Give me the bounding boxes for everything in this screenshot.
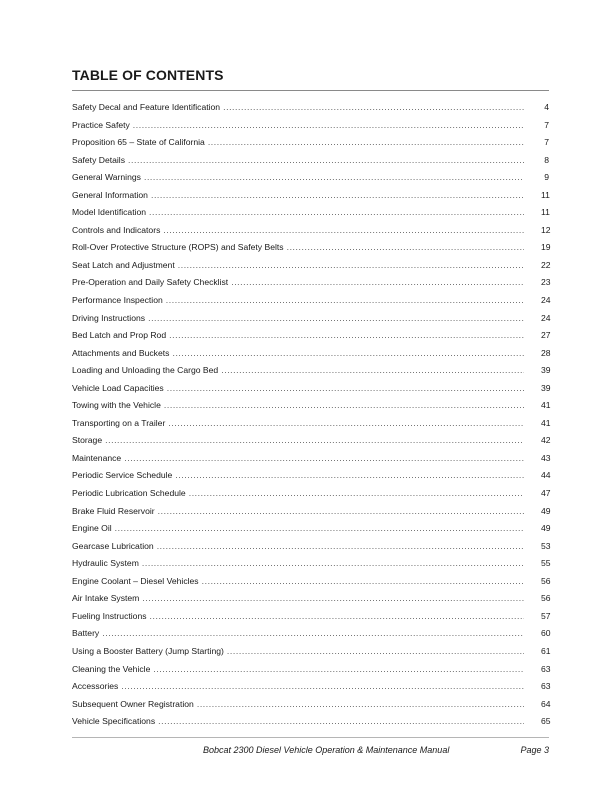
toc-entry[interactable]	[72, 661, 549, 679]
toc-entry-label: Air Intake System	[72, 593, 140, 604]
title-divider	[72, 90, 549, 91]
toc-entry-page: 24	[541, 295, 551, 306]
toc-entry[interactable]	[72, 362, 549, 380]
toc-entry-page: 24	[541, 312, 551, 323]
toc-entry-label: Hydraulic System	[72, 558, 139, 569]
toc-entry-page: 47	[541, 488, 551, 499]
dot-leader	[287, 239, 524, 257]
dot-leader	[175, 467, 524, 485]
dot-leader	[158, 713, 524, 731]
toc-entry[interactable]	[72, 678, 549, 696]
toc-entry[interactable]	[72, 380, 549, 398]
toc-entry-page: 63	[541, 663, 551, 674]
toc-entry[interactable]	[72, 310, 549, 328]
toc-entry-label: Seat Latch and Adjustment	[72, 259, 175, 270]
toc-entry-page: 7	[544, 137, 549, 148]
dot-leader	[142, 590, 524, 608]
footer-divider	[72, 737, 549, 738]
dot-leader	[133, 117, 524, 135]
toc-entry-page: 11	[541, 189, 550, 200]
page-title: TABLE OF CONTENTS	[72, 67, 224, 83]
toc-entry-page: 9	[544, 172, 549, 183]
toc-entry[interactable]	[72, 450, 549, 468]
toc-entry-label: Subsequent Owner Registration	[72, 698, 194, 709]
dot-leader	[158, 503, 524, 521]
toc-entry-label: Periodic Service Schedule	[72, 470, 173, 481]
dot-leader	[151, 187, 524, 205]
toc-entry[interactable]	[72, 99, 549, 117]
toc-entry-label: Vehicle Specifications	[72, 716, 156, 727]
toc-entry[interactable]	[72, 590, 549, 608]
toc-entry[interactable]	[72, 485, 549, 503]
toc-entry-label: Transporting on a Trailer	[72, 417, 166, 428]
dot-leader	[168, 415, 524, 433]
toc-entry-label: Maintenance	[72, 452, 122, 463]
dot-leader	[197, 696, 524, 714]
toc-entry-page: 42	[541, 435, 551, 446]
toc-entry[interactable]	[72, 169, 549, 187]
toc-entry[interactable]	[72, 696, 549, 714]
dot-leader	[172, 345, 524, 363]
toc-entry-label: Performance Inspection	[72, 295, 163, 306]
toc-list	[72, 99, 549, 731]
toc-entry-page: 49	[541, 523, 551, 534]
toc-entry[interactable]	[72, 573, 549, 591]
toc-entry-label: Storage	[72, 435, 103, 446]
toc-entry[interactable]	[72, 327, 549, 345]
dot-leader	[221, 362, 524, 380]
toc-entry-label: Practice Safety	[72, 119, 130, 130]
toc-entry-label: Fueling Instructions	[72, 610, 147, 621]
toc-entry-page: 12	[541, 224, 551, 235]
dot-leader	[142, 555, 524, 573]
toc-entry-page: 41	[541, 417, 551, 428]
toc-entry-label: Safety Decal and Feature Identification	[72, 102, 221, 112]
toc-entry[interactable]	[72, 415, 549, 433]
toc-entry-page: 57	[541, 610, 551, 621]
dot-leader	[149, 204, 524, 222]
toc-entry[interactable]	[72, 625, 549, 643]
toc-entry-page: 19	[541, 242, 551, 253]
toc-entry[interactable]	[72, 555, 549, 573]
dot-leader	[157, 538, 524, 556]
toc-entry[interactable]	[72, 204, 549, 222]
dot-leader	[115, 520, 524, 538]
toc-entry-page: 65	[541, 716, 551, 727]
toc-entry[interactable]	[72, 397, 549, 415]
toc-entry-label: Engine Oil	[72, 523, 112, 534]
toc-entry[interactable]	[72, 222, 549, 240]
toc-entry-page: 7	[544, 119, 549, 130]
footer-page-number: Page 3	[520, 745, 549, 755]
toc-entry[interactable]	[72, 467, 549, 485]
toc-entry-label: Using a Booster Battery (Jump Starting)	[72, 645, 224, 656]
toc-entry-page: 43	[541, 452, 551, 463]
dot-leader	[121, 678, 524, 696]
toc-entry-page: 60	[541, 628, 551, 639]
toc-entry[interactable]	[72, 608, 549, 626]
dot-leader	[223, 99, 524, 117]
toc-entry[interactable]	[72, 538, 549, 556]
toc-entry-label: Brake Fluid Reservoir	[72, 505, 155, 516]
dot-leader	[178, 257, 524, 275]
toc-entry-page: 53	[541, 540, 551, 551]
toc-entry-label: Engine Coolant – Diesel Vehicles	[72, 575, 199, 586]
dot-leader	[128, 152, 524, 170]
toc-entry-label: Model Identification	[72, 207, 147, 218]
toc-entry[interactable]	[72, 643, 549, 661]
toc-entry-label: Controls and Indicators	[72, 224, 161, 235]
dot-leader	[167, 380, 524, 398]
toc-entry[interactable]	[72, 520, 549, 538]
toc-entry[interactable]	[72, 134, 549, 152]
dot-leader	[231, 274, 524, 292]
toc-entry[interactable]	[72, 274, 549, 292]
toc-entry-label: Cleaning the Vehicle	[72, 663, 151, 674]
toc-entry-label: Loading and Unloading the Cargo Bed	[72, 365, 219, 376]
toc-entry[interactable]	[72, 187, 549, 205]
toc-entry-page: 55	[541, 558, 551, 569]
toc-entry-label: Periodic Lubrication Schedule	[72, 488, 186, 499]
dot-leader	[189, 485, 524, 503]
dot-leader	[166, 292, 524, 310]
toc-entry-label: Vehicle Load Capacities	[72, 382, 164, 393]
toc-entry-label: Bed Latch and Prop Rod	[72, 330, 167, 341]
toc-entry-page: 44	[541, 470, 551, 481]
toc-entry-page: 41	[541, 400, 551, 411]
toc-entry-label: General Warnings	[72, 172, 141, 183]
toc-entry[interactable]	[72, 503, 549, 521]
toc-entry-page: 22	[541, 259, 551, 270]
toc-entry-page: 23	[541, 277, 551, 288]
toc-entry[interactable]	[72, 713, 549, 731]
toc-entry-label: Battery	[72, 628, 100, 639]
dot-leader	[148, 310, 524, 328]
dot-leader	[150, 608, 524, 626]
toc-entry-page: 56	[541, 593, 551, 604]
footer-manual-title: Bobcat 2300 Diesel Vehicle Operation & Maintenance Manual	[203, 745, 450, 755]
toc-entry-label: Pre-Operation and Daily Safety Checklist	[72, 277, 229, 288]
toc-entry[interactable]	[72, 345, 549, 363]
toc-entry-label: Driving Instructions	[72, 312, 146, 323]
toc-entry-page: 4	[544, 102, 549, 112]
dot-leader	[202, 573, 524, 591]
toc-entry-page: 64	[541, 698, 551, 709]
toc-entry[interactable]	[72, 152, 549, 170]
toc-entry-page: 56	[541, 575, 551, 586]
dot-leader	[164, 397, 524, 415]
dot-leader	[124, 450, 524, 468]
dot-leader	[105, 432, 524, 450]
toc-entry-label: Accessories	[72, 681, 119, 692]
dot-leader	[163, 222, 524, 240]
toc-entry-label: Gearcase Lubrication	[72, 540, 154, 551]
toc-entry-label: General Information	[72, 189, 148, 200]
toc-entry[interactable]	[72, 117, 549, 135]
toc-entry[interactable]	[72, 292, 549, 310]
toc-entry-page: 11	[541, 207, 550, 218]
toc-entry-label: Attachments and Buckets	[72, 347, 170, 358]
toc-entry-page: 63	[541, 681, 551, 692]
dot-leader	[227, 643, 524, 661]
dot-leader	[208, 134, 524, 152]
toc-entry-label: Towing with the Vehicle	[72, 400, 161, 411]
toc-entry-page: 61	[541, 645, 551, 656]
toc-entry-label: Safety Details	[72, 154, 126, 165]
toc-entry-page: 8	[544, 154, 549, 165]
dot-leader	[144, 169, 524, 187]
dot-leader	[153, 661, 524, 679]
dot-leader	[102, 625, 524, 643]
dot-leader	[169, 327, 524, 345]
toc-entry-page: 39	[541, 365, 551, 376]
toc-entry-page: 27	[541, 330, 551, 341]
toc-entry-label: Roll-Over Protective Structure (ROPS) and Safety Belts	[72, 242, 284, 253]
toc-entry-label: Proposition 65 – State of California	[72, 137, 205, 148]
toc-entry-page: 49	[541, 505, 551, 516]
toc-entry[interactable]	[72, 432, 549, 450]
toc-entry-page: 39	[541, 382, 551, 393]
toc-entry[interactable]	[72, 239, 549, 257]
toc-entry[interactable]	[72, 257, 549, 275]
toc-entry-page: 28	[541, 347, 551, 358]
